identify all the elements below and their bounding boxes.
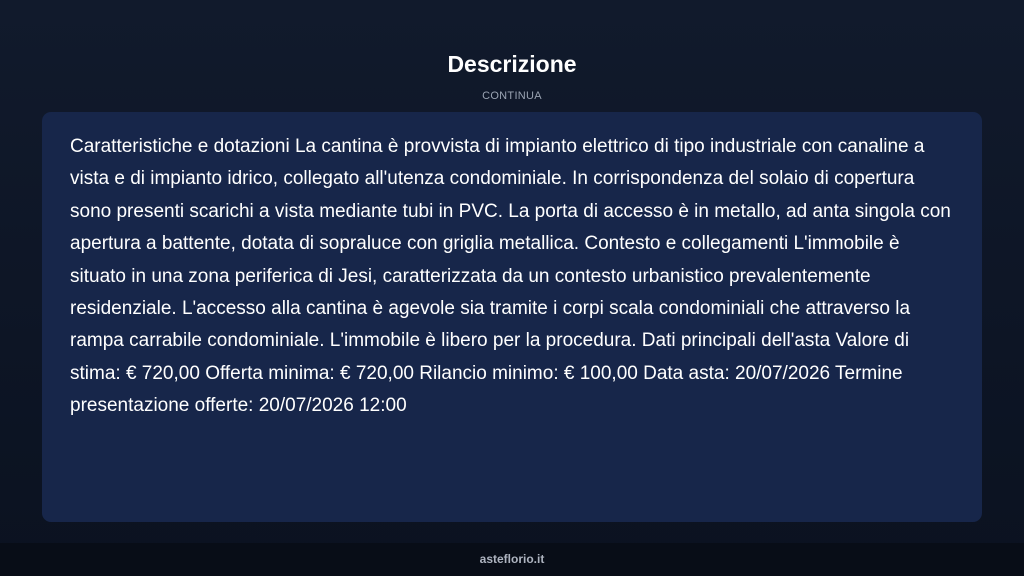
continua-label: CONTINUA	[482, 90, 542, 102]
site-name: asteflorio.it	[479, 552, 545, 566]
description-text: Caratteristiche e dotazioni La cantina è provvista di impianto elettrico di tipo industriale con canaline a vista e di impianto idrico, collegato all'utenza condominiale. In corrispondenza del solaio di copertura sono presenti scarichi a vista mediante tubi in PVC. La porta di accesso è in metallo, ad anta singola con apertura a battente, dotata di sopraluce con griglia metallica. Contesto e collegamenti L'immobile è situato in una zona periferica di Jesi, caratterizzata da un contesto urbanistico prevalentemente residenziale. L'accesso alla cantina è agevole sia tramite i corpi scala condominiali che attraverso la rampa carrabile condominiale. L'immobile è libero per la procedura. Dati principali dell'asta Valore di stima: € 720,00 Offerta minima: € 720,00 Rilancio minimo: € 100,00 Data asta: 20/07/2026 Termine presentazione offerte: 20/07/2026 12:00	[70, 136, 951, 417]
description-card	[42, 112, 982, 522]
footer-bar	[0, 543, 1024, 576]
page-title: Descrizione	[447, 51, 577, 77]
